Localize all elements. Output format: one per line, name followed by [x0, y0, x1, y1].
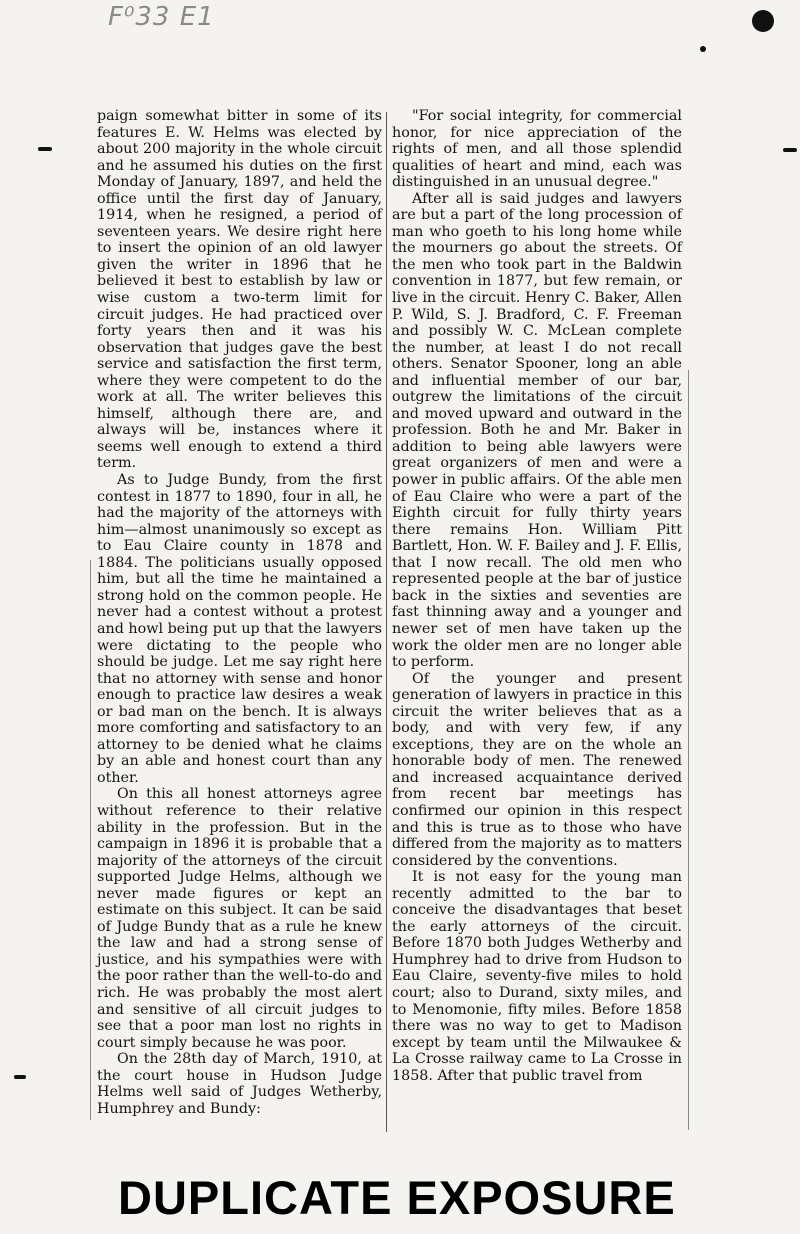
paragraph: On the 28th day of March, 1910, at the court house in Hudson Judge Helms well said of Judges Wetherby, Humphrey and Bundy: [97, 1051, 382, 1117]
duplicate-exposure-stamp: DUPLICATE EXPOSURE [118, 1171, 676, 1224]
paragraph: "For social integrity, for commercial honor, for nice appreciation of the rights of men, and all those splendid qualities of heart and mind, each was distinguished in an unusual degree." [392, 108, 682, 191]
ink-blot [700, 46, 706, 52]
article-right-column [392, 108, 682, 1084]
margin-line-right [688, 370, 689, 1130]
ink-blot [38, 147, 52, 151]
ink-blot [14, 1075, 26, 1079]
paragraph: It is not easy for the young man recently admitted to the bar to conceive the disadvantages that beset the early attorneys of the circuit. Before 1870 both Judges Wetherby and Humphrey had to drive from Hudson to Eau Claire, seventy-five miles to hold court; also to Durand, sixty miles, and to Menomonie, fifty miles. Before 1858 there was no way to get to Madison except by team until the Milwaukee & La Crosse railway came to La Crosse in 1858. After that public travel from [392, 869, 682, 1084]
paragraph: On this all honest attorneys agree without reference to their relative ability in the profession. But in the campaign in 1896 it is probable that a majority of the attorneys of the circuit supported Judge Helms, although we never made figures or kept an estimate on this subject. It can be said of Judge Bundy that as a rule he knew the law and had a strong sense of justice, and his sympathies were with the poor rather than the well-to-do and rich. He was probably the most alert and sensitive of all circuit judges to see that a poor man lost no rights in court simply because he was poor. [97, 786, 382, 1051]
margin-line-left [90, 560, 91, 1120]
ink-blot [783, 148, 797, 152]
paragraph: After all is said judges and lawyers are but a part of the long procession of man who goeth to his long home while the mourners go about the streets. Of the men who took part in the Baldwin convention in 1877, but few remain, or live in the circuit. Henry C. Baker, Allen P. Wild, S. J. Bradford, C. F. Freeman and possibly W. C. McLean complete the number, at least I do not recall others. Senator Spooner, long an able and influential member of our bar, outgrew the limitations of the circuit and moved upward and outward in the profession. Both he and Mr. Baker in addition to being able lawyers were great organizers of men and were a power in public affairs. Of the able men of Eau Claire who were a part of the Eighth circuit for fully thirty years there remains Hon. William Pitt Bartlett, Hon. W. F. Bailey and J. F. Ellis, that I now recall. The old men who represented people at the bar of justice back in the sixties and seventies are fast thinning away and a younger and newer set of men have taken up the work the older men are no longer able to perform. [392, 190, 682, 671]
column-divider [386, 112, 387, 1132]
ink-blot [752, 10, 774, 32]
paragraph: As to Judge Bundy, from the first contest in 1877 to 1890, four in all, he had the majority of the attorneys with him—almost unanimously so except as to Eau Claire county in 1878 and 1884. The politicians usually opposed him, but all the time he maintained a strong hold on the common people. He never had a contest without a protest and howl being put up that the lawyers were dictating to the people who should be judge. Let me say right here that no attorney with sense and honor enough to practice law desires a weak or bad man on the bench. It is always more comforting and satisfactory to an attorney to be denied what he claims by an able and honest court than any other. [97, 472, 383, 786]
paragraph: paign somewhat bitter in some of its features E. W. Helms was elected by about 200 majority in the whole circuit and he assumed his duties on the first Monday of January, 1897, and held the office until the first day of January, 1914, when he resigned, a period of seventeen years. We desire right here to insert the opinion of an old lawyer given the writer in 1896 that he believed it best to establish by law or wise custom a two-term limit for circuit judges. He had practiced over forty years then and it was his observation that judges gave the best service and satisfaction the first term, where they were competent to do the work at all. The writer believes this himself, although there are, and always will be, instances where it seems well enough to extend a third term. [97, 108, 382, 472]
paragraph: Of the younger and present generation of lawyers in practice in this circuit the writer believes that as a body, and with very few, if any exceptions, they are on the whole an honorable body of men. The renewed and increased acquaintance derived from recent bar meetings has confirmed our opinion in this respect and this is true as to those who have differed from the majority as to matters considered by the conventions. [392, 670, 682, 869]
article-left-column [97, 108, 382, 1117]
handwritten-note: F⁰33 E1 [108, 2, 215, 32]
